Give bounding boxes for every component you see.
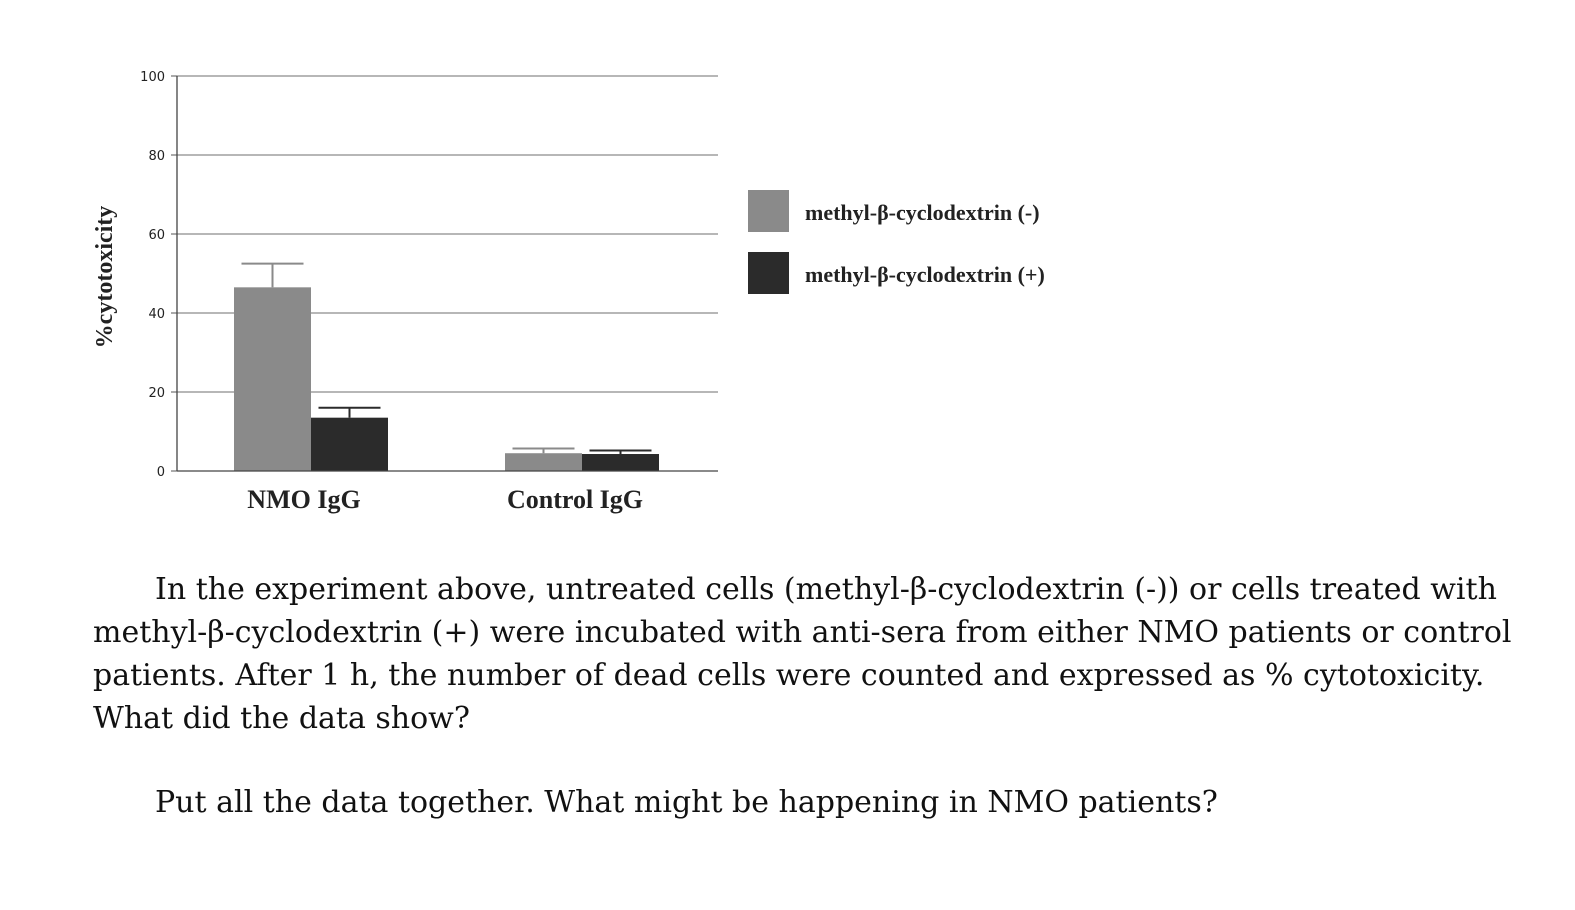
- bars: [234, 264, 659, 471]
- bar-control-igg-series-1: [505, 453, 582, 471]
- bar-nmo-igg-series-2: [311, 418, 388, 471]
- bar-control-igg-series-2: [582, 454, 659, 471]
- paragraph-experiment-description: In the experiment above, untreated cells (methyl-β-cyclodextrin (-)) or cells treated with methyl-β-cyclodextrin (+) were incubated with anti-sera from either NMO patients or control patients. After 1 h, the number of dead cells were counted and expressed as % cytotoxicity. What did the data show?: [93, 572, 1512, 736]
- legend-swatch-2: [748, 252, 789, 294]
- y-tick-label-0: 0: [156, 465, 165, 480]
- y-tick-label-40: 40: [148, 307, 165, 322]
- y-tick-label-80: 80: [148, 149, 165, 164]
- legend-swatch-1: [748, 190, 789, 232]
- bar-nmo-igg-series-1: [234, 287, 311, 471]
- legend-label-2: methyl-β-cyclodextrin (+): [805, 262, 1045, 287]
- legend-label-1: methyl-β-cyclodextrin (-): [805, 200, 1040, 225]
- x-category-label-nmo-igg: NMO IgG: [247, 485, 361, 514]
- legend: [748, 190, 1045, 294]
- question-text: [93, 568, 1533, 824]
- y-tick-label-60: 60: [148, 228, 165, 243]
- y-tick-label-100: 100: [140, 70, 165, 85]
- y-tick-label-20: 20: [148, 386, 165, 401]
- x-category-label-control-igg: Control IgG: [506, 485, 644, 514]
- y-axis-label: %cytotoxicity: [92, 205, 118, 349]
- paragraph-question: Put all the data together. What might be happening in NMO patients?: [155, 785, 1218, 820]
